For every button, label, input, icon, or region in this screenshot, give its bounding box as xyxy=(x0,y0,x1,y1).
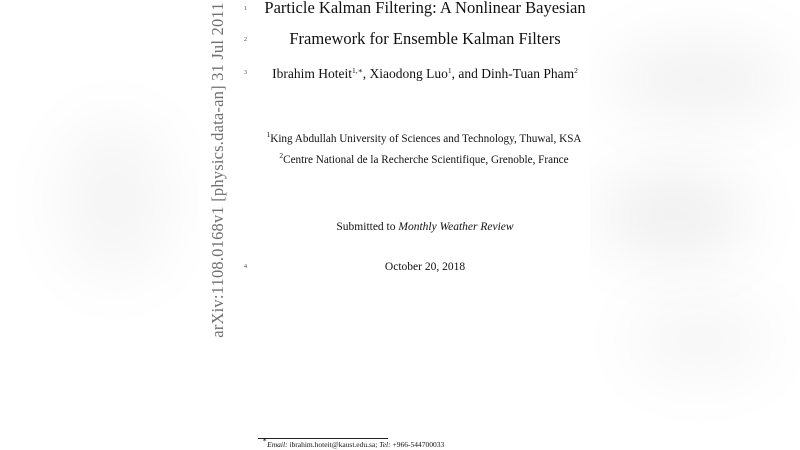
line-number: 1 xyxy=(244,6,247,12)
affiliation-text: Centre National de la Recherche Scientifique, Grenoble, France xyxy=(283,154,569,166)
journal-name: Monthly Weather Review xyxy=(398,221,514,233)
footnote-rule xyxy=(258,438,388,439)
background-blur xyxy=(60,120,170,280)
author-separator: , and xyxy=(451,66,482,81)
affiliation xyxy=(256,151,592,166)
email-label: Email: xyxy=(267,440,288,449)
paper-title-line-1: Particle Kalman Filtering: A Nonlinear Bayesian xyxy=(264,0,586,17)
affiliation-number: 1 xyxy=(266,130,271,139)
paper-title-line-2: Framework for Ensemble Kalman Filters xyxy=(289,29,561,48)
arxiv-identifier: arXiv:1108.0168v1 [physics.data-an] 31 Jul 2011 xyxy=(208,2,227,338)
affiliation-number: 2 xyxy=(279,151,284,160)
submission-note xyxy=(260,221,590,233)
author-separator: , xyxy=(362,66,370,81)
line-number: 3 xyxy=(244,70,247,76)
author-name: Xiaodong Luo xyxy=(369,66,448,81)
email-address: ibrahim.hoteit@kaust.edu.sa; xyxy=(287,440,380,449)
author-affiliation-mark: 2 xyxy=(574,66,578,75)
author-name: Dinh-Tuan Pham xyxy=(481,66,575,81)
background-blur xyxy=(630,300,770,380)
author-list xyxy=(260,66,590,82)
tel-number: +966-544700033 xyxy=(390,440,445,449)
footnote-mark: ∗ xyxy=(262,435,268,444)
affiliation xyxy=(256,130,592,145)
author-name: Ibrahim Hoteit xyxy=(272,66,352,81)
footnote xyxy=(262,435,445,449)
paper-date: October 20, 2018 xyxy=(384,261,466,273)
author-affiliation-mark: 1,∗ xyxy=(351,66,363,75)
background-blur xyxy=(610,40,790,120)
line-number: 2 xyxy=(244,37,247,43)
background-blur xyxy=(600,170,750,260)
tel-label: Tel: xyxy=(379,440,391,449)
submission-prefix: Submitted to xyxy=(336,221,399,233)
affiliation-text: King Abdullah University of Sciences and Technology, Thuwal, KSA xyxy=(270,133,582,145)
author-affiliation-mark: 1 xyxy=(447,66,452,75)
line-number: 4 xyxy=(244,264,247,270)
